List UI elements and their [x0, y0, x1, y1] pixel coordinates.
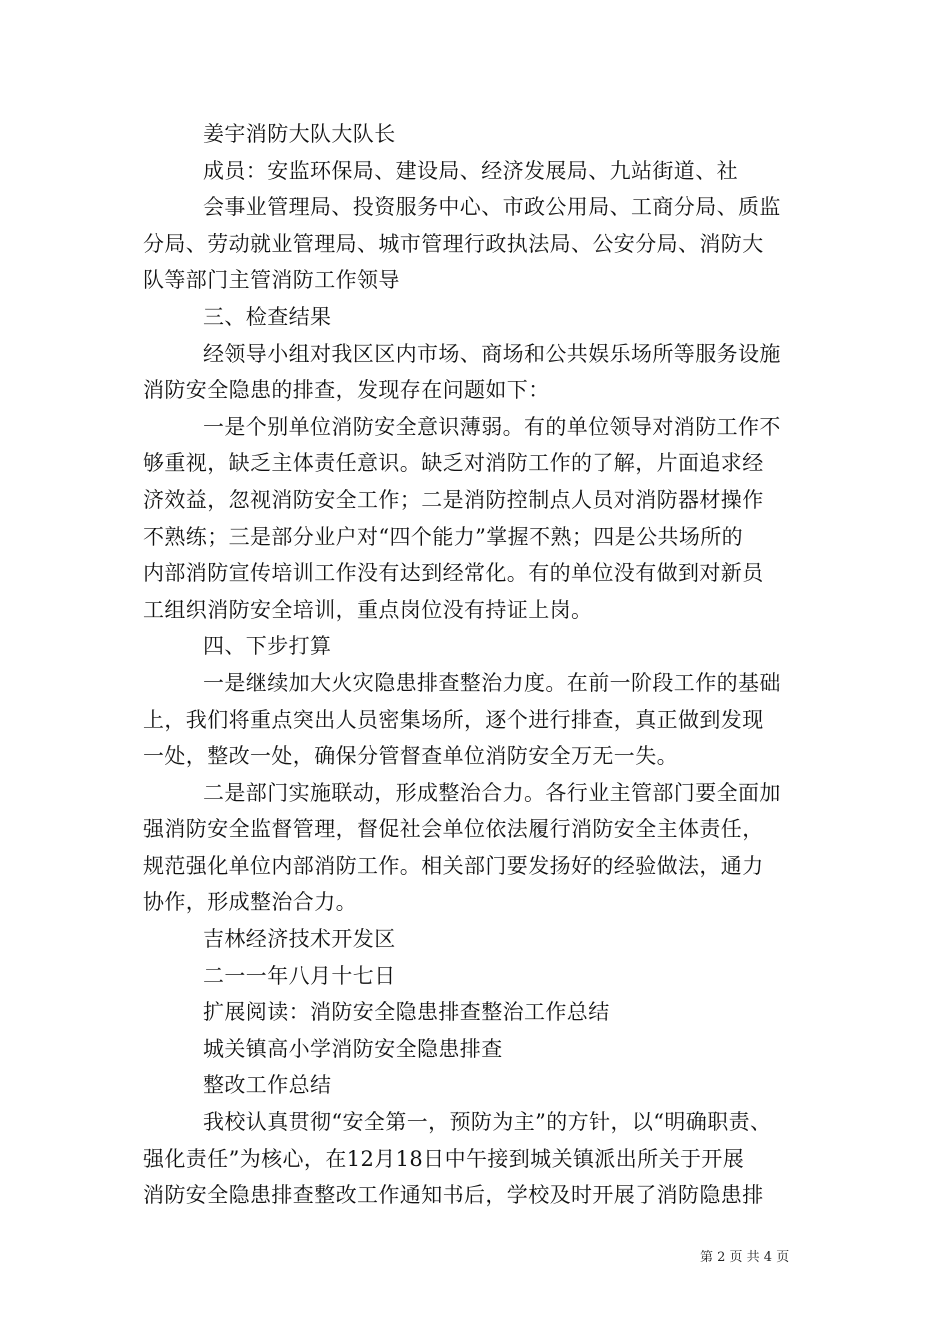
text-line: 三、检查结果 [203, 304, 332, 329]
text-line: 二一一年八月十七日 [203, 963, 396, 988]
text-line: 经领导小组对我区区内市场、商场和公共娱乐场所等服务设施 [203, 341, 781, 366]
text-line: 一是继续加大火灾隐患排查整治力度。在前一阶段工作的基础 [203, 670, 781, 695]
text-line: 不熟练；三是部分业户对“四个能力”掌握不熟；四是公共场所的 [143, 524, 744, 549]
page-number-footer: 第 2 页 共 4 页 [700, 1250, 790, 1265]
text-line: 城关镇高小学消防安全隐患排查 [203, 1036, 503, 1061]
text-line: 会事业管理局、投资服务中心、市政公用局、工商分局、质监 [203, 195, 781, 220]
text-line: 二是部门实施联动，形成整治合力。各行业主管部门要全面加 [203, 780, 781, 805]
text-line: 队等部门主管消防工作领导 [143, 268, 400, 293]
document-body [143, 116, 823, 1214]
text-line: 扩展阅读：消防安全隐患排查整治工作总结 [203, 1000, 610, 1025]
text-line: 一处，整改一处，确保分管督查单位消防安全万无一失。 [143, 744, 678, 769]
text-line: 内部消防宣传培训工作没有达到经常化。有的单位没有做到对新员 [143, 561, 764, 586]
text-line: 成员：安监环保局、建设局、经济发展局、九站街道、社 [203, 158, 738, 183]
text-line: 姜宇消防大队大队长 [203, 122, 396, 146]
text-line: 吉林经济技术开发区 [203, 927, 396, 952]
text-line: 消防安全隐患排查整改工作通知书后，学校及时开展了消防隐患排 [143, 1183, 764, 1208]
text-line: 整改工作总结 [203, 1073, 332, 1098]
text-line: 上，我们将重点突出人员密集场所，逐个进行排查，真正做到发现 [143, 707, 764, 732]
text-line: 够重视，缺乏主体责任意识。缺乏对消防工作的了解，片面追求经 [143, 451, 764, 476]
text-line: 协作，形成整治合力。 [143, 890, 357, 915]
text-line: 济效益，忽视消防安全工作；二是消防控制点人员对消防器材操作 [143, 487, 764, 512]
text-line: 强消防安全监督管理，督促社会单位依法履行消防安全主体责任， [143, 817, 764, 842]
text-line: 消防安全隐患的排查，发现存在问题如下： [143, 378, 550, 403]
text-line: 一是个别单位消防安全意识薄弱。有的单位领导对消防工作不 [203, 414, 781, 439]
text-line: 分局、劳动就业管理局、城市管理行政执法局、公安分局、消防大 [143, 231, 764, 256]
text-line: 四、下步打算 [203, 634, 332, 659]
text-line: 规范强化单位内部消防工作。相关部门要发扬好的经验做法，通力 [143, 853, 764, 878]
text-line: 我校认真贯彻“安全第一，预防为主”的方针，以“明确职责、 [203, 1110, 772, 1135]
text-line: 工组织消防安全培训，重点岗位没有持证上岗。 [143, 597, 593, 622]
text-line: 强化责任”为核心，在12月18日中午接到城关镇派出所关于开展 [143, 1146, 745, 1171]
